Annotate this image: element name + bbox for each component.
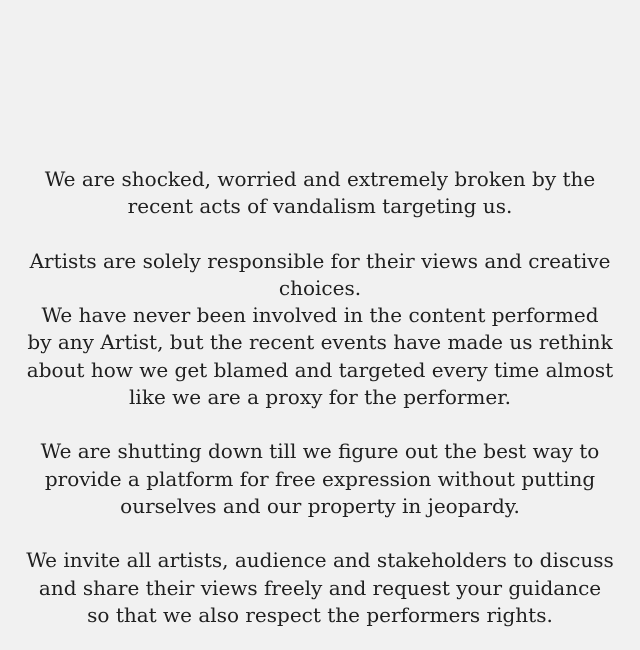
paragraph-spacer	[20, 411, 620, 438]
text-line: Artists are solely responsible for their views and creative	[29, 248, 611, 273]
statement-text	[20, 166, 620, 629]
text-line: choices.	[278, 275, 362, 300]
text-line: We are shocked, worried and extremely broken by the	[44, 167, 596, 191]
paragraph-spacer	[20, 221, 620, 248]
text-line: We invite all artists, audience and stakeholders to discuss	[26, 548, 614, 573]
text-line: We have never been involved in the content performed	[41, 303, 599, 328]
text-line: like we are a proxy for the performer.	[129, 385, 511, 410]
text-line: provide a platform for free expression without putting	[44, 466, 596, 491]
text-line: and share their views freely and request your guidance	[38, 575, 602, 600]
text-line: ourselves and our property in jeopardy.	[120, 493, 520, 518]
paragraph-shutting-down	[20, 438, 620, 520]
text-line: about how we get blamed and targeted every time almost	[26, 357, 614, 382]
text-line: by any Artist, but the recent events have made us rethink	[27, 330, 613, 355]
paragraph-artists-responsibility	[20, 248, 620, 412]
text-line: recent acts of vandalism targeting us.	[127, 194, 513, 219]
text-line: We are shutting down till we figure out the best way to	[40, 439, 600, 464]
text-line: so that we also respect the performers rights.	[87, 602, 553, 627]
paragraph-invitation	[20, 547, 620, 629]
paragraph-vandalism	[20, 166, 620, 221]
paragraph-spacer	[20, 520, 620, 547]
